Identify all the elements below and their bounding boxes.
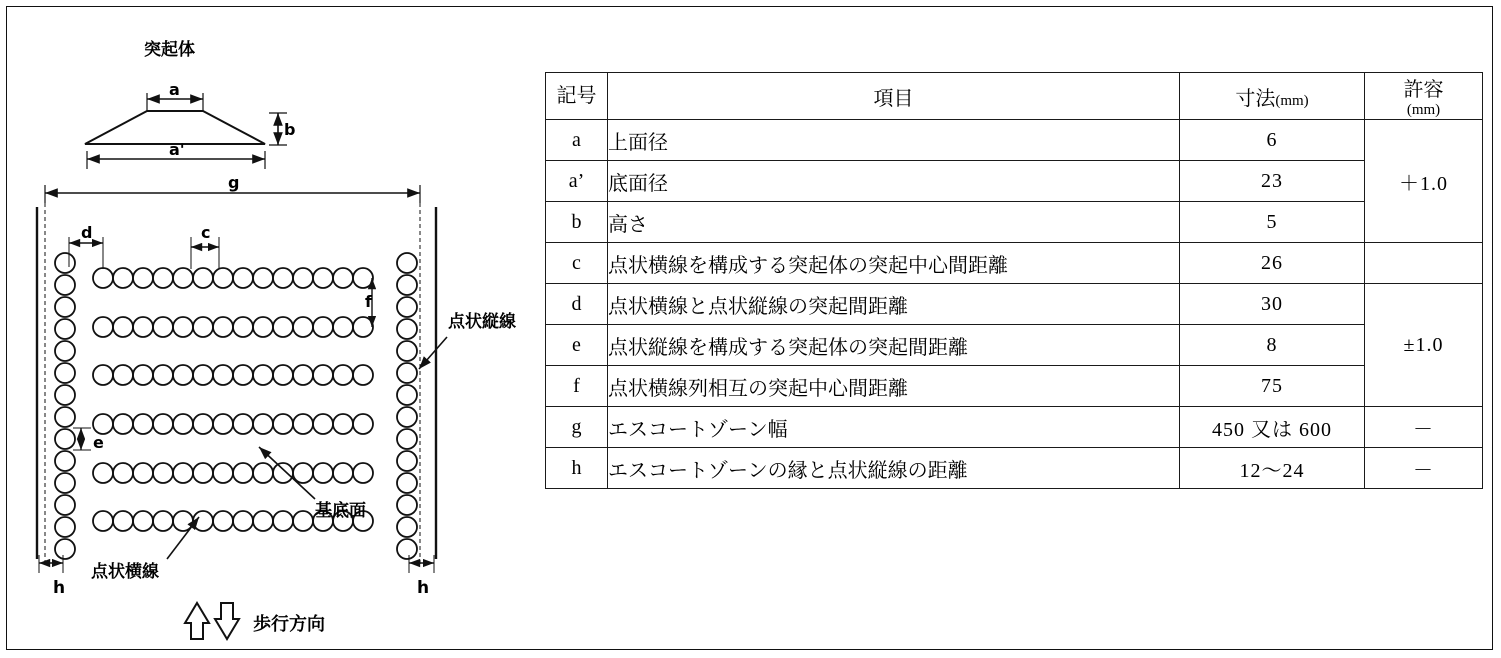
arrow-down-icon [215, 603, 239, 639]
label-b: b [284, 120, 296, 139]
cell-dimension: 12〜24 [1180, 448, 1365, 489]
header-tolerance: 許容 (mm) [1365, 73, 1483, 120]
table-row [546, 243, 1483, 284]
table-row [546, 202, 1483, 243]
tactile-paving-diagram [7, 7, 547, 651]
cell-symbol: d [546, 284, 608, 325]
label-h-left: h [53, 578, 66, 598]
cell-tolerance-blank [1365, 243, 1483, 284]
table-row [546, 120, 1483, 161]
label-g: g [228, 173, 240, 192]
table-row [546, 366, 1483, 407]
cell-tolerance: － [1365, 407, 1483, 448]
dot-column-left [55, 253, 75, 559]
label-walking-direction: 歩行方向 [253, 614, 325, 635]
cell-item: エスコートゾーン幅 [608, 407, 1180, 448]
cell-item: 点状横線列相互の突起中心間距離 [608, 366, 1180, 407]
dot-row-group [93, 268, 373, 531]
label-dotted-horizontal-line: 点状横線 [91, 562, 159, 582]
dot-row [93, 268, 373, 288]
label-dotted-vertical-line: 点状縦線 [448, 312, 516, 332]
spec-table [545, 72, 1483, 489]
cell-symbol: e [546, 325, 608, 366]
cell-item: 点状縦線を構成する突起体の突起間距離 [608, 325, 1180, 366]
table-row [546, 161, 1483, 202]
cell-dimension: 26 [1180, 243, 1365, 284]
table-row [546, 325, 1483, 366]
cell-dimension: 75 [1180, 366, 1365, 407]
label-base-surface: 基底面 [315, 501, 366, 521]
figure-frame [6, 6, 1493, 650]
cell-tolerance: － [1365, 448, 1483, 489]
cell-item: 底面径 [608, 161, 1180, 202]
cell-symbol: h [546, 448, 608, 489]
cell-symbol: f [546, 366, 608, 407]
cell-symbol: g [546, 407, 608, 448]
label-a-prime: a' [169, 140, 185, 159]
cell-item: 点状横線と点状縦線の突起間距離 [608, 284, 1180, 325]
cell-symbol: b [546, 202, 608, 243]
cell-dimension: 23 [1180, 161, 1365, 202]
cell-dimension: 450 又は 600 [1180, 407, 1365, 448]
label-e: e [93, 433, 104, 452]
label-protrusion: 突起体 [144, 40, 195, 60]
dot-row [93, 365, 373, 385]
cell-tolerance: ＋1.0 [1365, 120, 1483, 243]
label-h-right: h [417, 578, 430, 598]
dot-row [93, 317, 373, 337]
label-d: d [81, 223, 93, 242]
header-item: 項目 [608, 73, 1180, 120]
cell-item: 上面径 [608, 120, 1180, 161]
dot-row [93, 463, 373, 483]
cell-symbol: c [546, 243, 608, 284]
cell-dimension: 6 [1180, 120, 1365, 161]
table-header-row [546, 73, 1483, 120]
table-row [546, 448, 1483, 489]
cell-item: エスコートゾーンの縁と点状縦線の距離 [608, 448, 1180, 489]
arrow-up-icon [185, 603, 209, 639]
cell-tolerance: ±1.0 [1365, 284, 1483, 407]
cell-symbol: a [546, 120, 608, 161]
cell-item: 点状横線を構成する突起体の突起中心間距離 [608, 243, 1180, 284]
header-symbol: 記号 [546, 73, 608, 120]
cell-item: 高さ [608, 202, 1180, 243]
header-dimension: 寸法(mm) [1180, 73, 1365, 120]
dot-column-right [397, 253, 417, 559]
cell-symbol: a’ [546, 161, 608, 202]
label-f: f [365, 292, 372, 311]
cell-dimension: 8 [1180, 325, 1365, 366]
cell-dimension: 30 [1180, 284, 1365, 325]
dot-row [93, 414, 373, 434]
table-row [546, 407, 1483, 448]
spec-table-wrap [545, 72, 1485, 489]
label-a: a [169, 80, 180, 99]
label-c: c [201, 223, 211, 242]
cell-dimension: 5 [1180, 202, 1365, 243]
table-row [546, 284, 1483, 325]
